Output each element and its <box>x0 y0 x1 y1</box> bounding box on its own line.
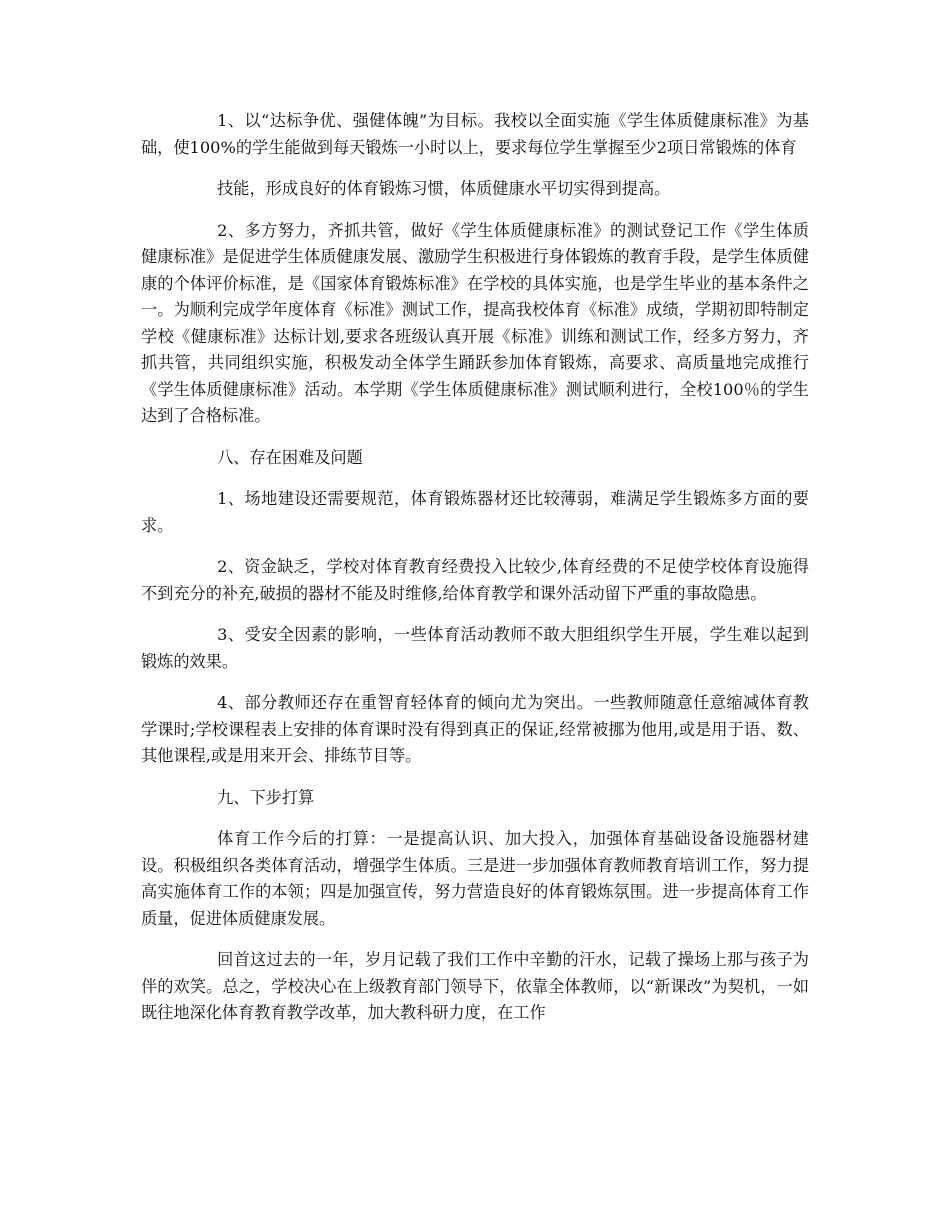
paragraph-health-standard-testing: 2、多方努力，齐抓共管，做好《学生体质健康标准》的测试登记工作《学生体质健康标准》是促进学生体质健康发展、激励学生积极进行身体锻炼的教育手段，是学生体质健康的个体评价标准，是《国家体育锻炼标准》在学校的具体实施，也是学生毕业的基本条件之一。为顺利完成学年度体育《标准》测试工作，提高我校体育《标准》成绩，学期初即特制定学校《健康标准》达标计划,要求各班级认真开展《标准》训练和测试工作，经多方努力，齐抓共管，共同组织实施，积极发动全体学生踊跃参加体育锻炼，高要求、高质量地完成推行《学生体质健康标准》活动。本学期《学生体质健康标准》测试顺利进行，全校100％的学生达到了合格标准。 <box>141 220 809 425</box>
paragraph-difficulty-2: 2、资金缺乏，学校对体育教育经费投入比较少,体育经费的不足使学校体育设施得不到充分的补充,破损的器材不能及时维修,给体育教学和课外活动留下严重的事故隐患。 <box>141 557 809 603</box>
paragraph-difficulty-1: 1、场地建设还需要规范，体育锻炼器材还比较薄弱，难满足学生锻炼多方面的要求。 <box>141 489 809 535</box>
paragraph-goal: 1、以“达标争优、强健体魄”为目标。我校以全面实施《学生体质健康标准》为基础，使100%的学生能做到每天锻炼一小时以上，要求每位学生掌握至少2项日常锻炼的体育 <box>141 111 809 157</box>
document-body <box>141 108 809 1042</box>
paragraph-closing: 回首这过去的一年，岁月记载了我们工作中辛勤的汗水，记载了操场上那与孩子为伴的欢笑。总之，学校决心在上级教育部门领导下，依靠全体教师，以“新课改”为契机，一如既往地深化体育教育教学改革，加大教科研力度，在工作 <box>141 950 809 1022</box>
paragraph-difficulty-4: 4、部分教师还存在重智育轻体育的倾向尤为突出。一些教师随意任意缩减体育教学课时;学校课程表上安排的体育课时没有得到真正的保证,经常被挪为他用,或是用于语、数、其他课程,或是用来开会、排练节目等。 <box>141 693 809 765</box>
section-heading-next-steps: 九、下步打算 <box>217 787 315 807</box>
paragraph-difficulty-3: 3、受安全因素的影响，一些体育活动教师不敢大胆组织学生开展，学生难以起到锻炼的效果。 <box>141 625 809 671</box>
paragraph-goal-continued: 技能，形成良好的体育锻炼习惯，体质健康水平切实得到提高。 <box>217 179 671 198</box>
paragraph-future-plans: 体育工作今后的打算：一是提高认识、加大投入，加强体育基础设备设施器材建设。积极组织各类体育活动，增强学生体质。三是进一步加强体育教师教育培训工作，努力提高实施体育工作的本领；四是加强宣传，努力营造良好的体育锻炼氛围。进一步提高体育工作质量，促进体质健康发展。 <box>141 829 809 928</box>
section-heading-difficulties: 八、存在困难及问题 <box>217 447 363 467</box>
